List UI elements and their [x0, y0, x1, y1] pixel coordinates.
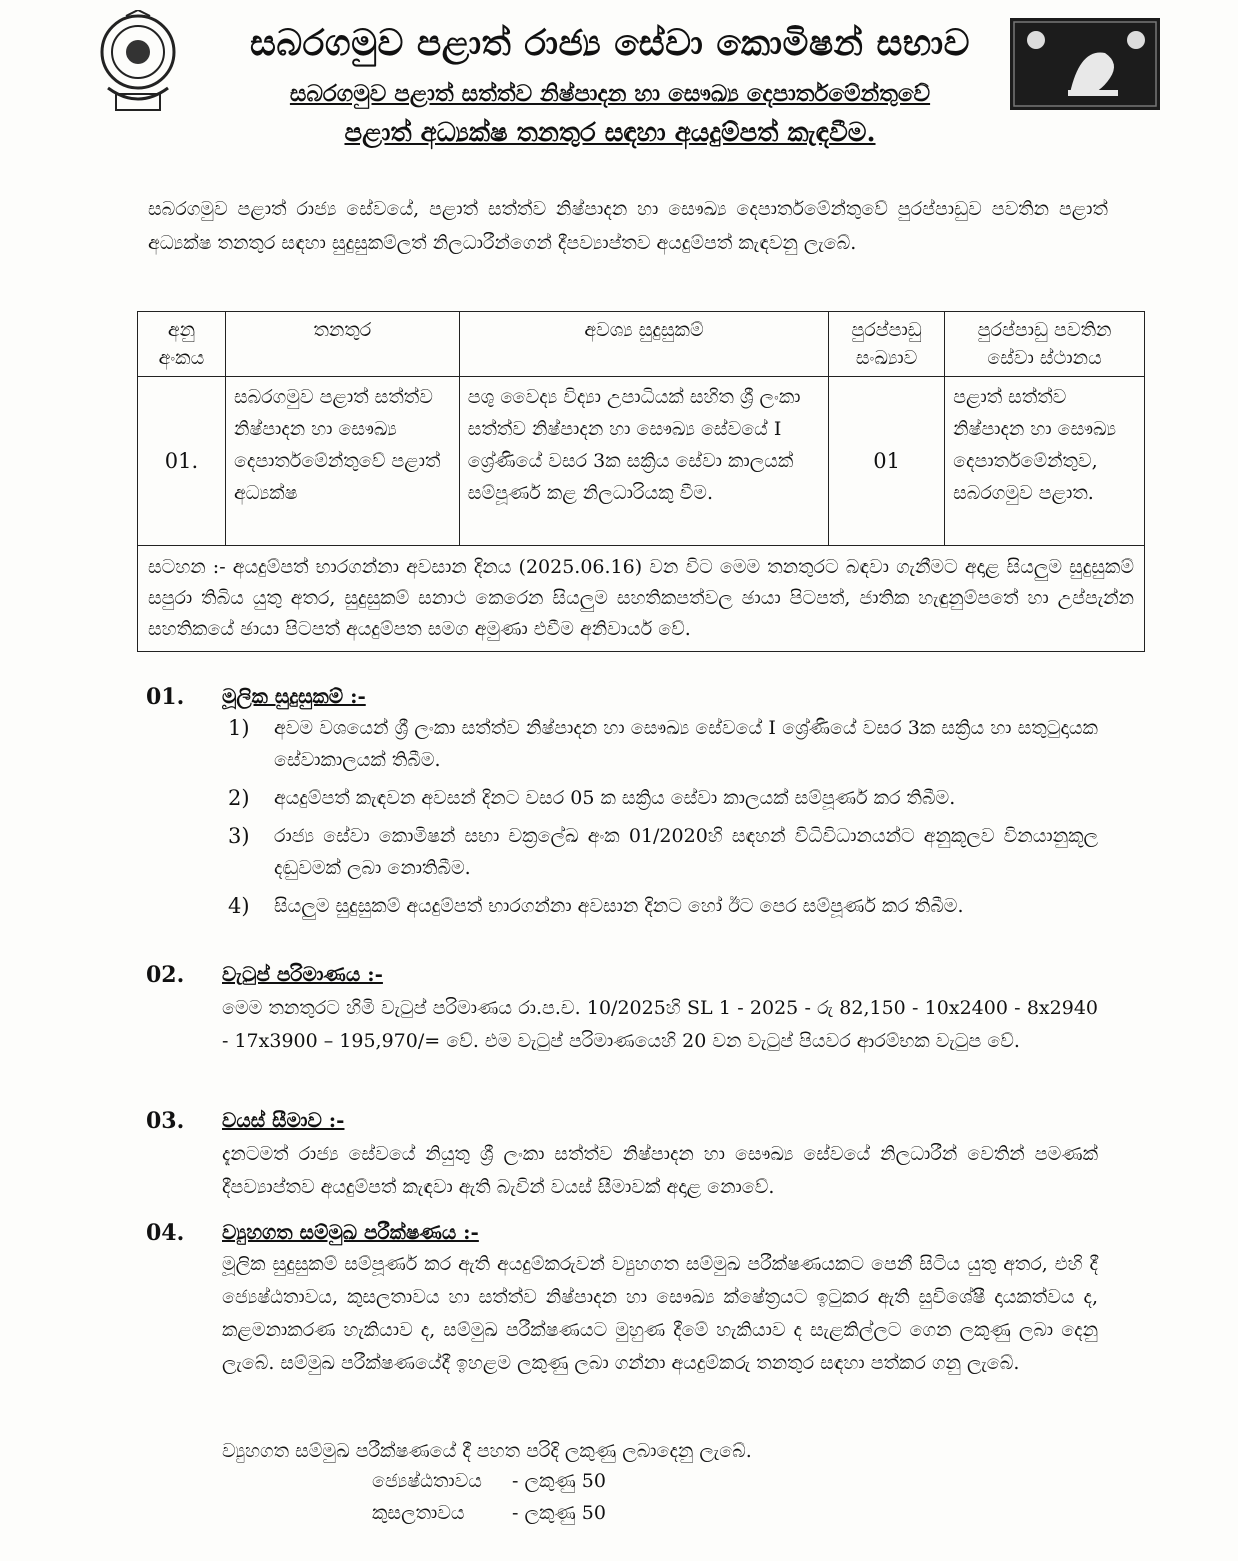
col-header-post: තනතුර [225, 312, 459, 377]
age-limit-paragraph: දැනටමත් රාජ්‍ය සේවයේ නියුතු ශ්‍රී ලංකා සත්ත්ව නිෂ්පාදන හා සෞඛ්‍ය සේවයේ නිලධාරීන් වෙතින් පමණක් දීපව්‍යාප්තව අයදුම්පත් කැඳවා ඇති බැවින් වයස් සීමාවක් අදාළ නොවේ. [222, 1143, 1098, 1198]
list-item-text: සියලුම සුදුසුකම් අයදුම්පත් භාරගන්නා අවසාන දිනට හෝ ඊට පෙර සම්පූර්ණ කර තිබීම. [274, 895, 964, 917]
col-header-station: පුරප්පාඩු පවතින සේවා ස්ථානය [945, 312, 1145, 377]
col-header-serial: අනු අංකය [138, 312, 226, 377]
list-item-text: අයදුම්පත් කැඳවන අවසන් දිනට වසර 05 ක සක්‍රිය සේවා කාලයක් සම්පූර්ණ කර තිබීම. [274, 787, 956, 809]
table-header-row [138, 312, 1145, 377]
section-2-title: වැටුප් පරිමාණය :- [222, 962, 383, 986]
interview-paragraph: මූලික සුදුසුකම් සම්පූර්ණ කර ඇති අයදුම්කරුවන් ව්‍යුහගත සම්මුඛ පරීක්ෂණයකට පෙනී සිටිය යුතු අතර, එහි දී ජ්‍යෙෂ්ඨතාවය, කුසලතාවය හා සත්ත්ව නිෂ්පාදන හා සෞඛ්‍ය ක්ෂේත්‍රයට ඉටුකර ඇති සුවිශේෂී දායකත්වය ද, කළමනාකරණ හැකියාව ද, සම්මුඛ පරීක්ෂණයට මුහුණ දීමේ හැකියාව ද සැළකිල්ලට ගෙන ලකුණු ලබා දෙනු ලැබේ. සම්මුඛ පරීක්ෂණයේදී ඉහළම ලකුණු ලබා ගන්නා අයදුම්කරු තනතුර සඳහා පත්කර ගනු ලැබේ. [222, 1253, 1098, 1374]
list-item [228, 712, 1098, 776]
list-item-number: 2) [228, 786, 250, 810]
list-item-text: රාජ්‍ය සේවා කොමිෂන් සභා චක්‍රලේඛ අංක 01/2020හි සඳහන් විධිවිධානයන්ට අනුකූලව විනයානුකූල දඬුවමක් ලබා නොතිබීම. [274, 825, 1098, 879]
cell-serial: 01. [138, 377, 226, 546]
salary-scale-paragraph: මෙම තනතුරට හිමි වැටුප් පරිමාණය රා.ප.ච. 10/2025හි SL 1 - 2025 - රු 82,150 - 10x2400 - 8x2940 - 17x3900 – 195,970/= වේ. එම වැටුප් පරිමාණයෙහි 20 වන වැටුප් පියවර ආරම්භක වැටුප වේ. [222, 997, 1098, 1052]
section-3-number: 03. [146, 1108, 185, 1134]
section-4-number: 04. [146, 1220, 185, 1246]
cell-post: සබරගමුව පළාත් සත්ත්ව නිෂ්පාදන හා සෞඛ්‍ය දෙපාර්තමේන්තුවේ පළාත් අධ්‍යක්ෂ [225, 377, 459, 546]
list-item-text: අවම වශයෙන් ශ්‍රී ලංකා සත්ත්ව නිෂ්පාදන හා සෞඛ්‍ය සේවයේ I ශ්‍රේණියේ වසර 3ක සක්‍රිය හා සතුටුදායක සේවාකාලයක් තිබීම. [274, 717, 1098, 771]
list-item-number: 4) [228, 894, 250, 918]
section-1-number: 01. [146, 684, 185, 710]
marks-row [372, 1502, 606, 1524]
marks-value: - ලකුණු 50 [512, 1502, 606, 1524]
section-1-title: මූලික සුදුසුකම් :- [222, 684, 366, 708]
commission-title: සබරගමුව පළාත් රාජ්‍ය සේවා කොමිෂන් සභාව [250, 22, 970, 64]
list-item-number: 1) [228, 716, 250, 740]
government-emblem-icon [96, 10, 180, 122]
list-item [228, 820, 1098, 884]
vacancy-table [137, 311, 1145, 652]
list-item-number: 3) [228, 824, 250, 848]
section-2-number: 02. [146, 962, 185, 988]
intro-paragraph: සබරගමුව පළාත් රාජ්‍ය සේවයේ, පළාත් සත්ත්ව නිෂ්පාදන හා සෞඛ්‍ය දෙපාර්තමේන්තුවේ පුරප්පාඩුව පවතින පළාත් අධ්‍යක්ෂ තනතුර සඳහා සුදුසුකම්ලත් නිලධාරීන්ගෙන් දීපව්‍යාප්තව අයදුම්පත් කැඳවනු ලැබේ. [148, 198, 1108, 254]
section-3-title: වයස් සීමාව :- [222, 1108, 345, 1132]
marks-value: - ලකුණු 50 [512, 1470, 606, 1492]
table-row [138, 377, 1145, 546]
list-item [228, 890, 1098, 922]
marks-label: ජ්‍යෙෂ්ඨතාවය [372, 1470, 482, 1492]
department-line: සබරගමුව පළාත් සත්ත්ව නිෂ්පාදන හා සෞඛ්‍ය දෙපාර්තමේන්තුවේ [289, 80, 931, 107]
table-note-row [138, 546, 1145, 652]
marks-label: කුසලතාවය [372, 1502, 465, 1524]
basic-qualifications-list [228, 712, 1098, 928]
col-header-vacancies: පුරප්පාඩු සංඛ්‍යාව [829, 312, 945, 377]
col-header-qualification: අවශ්‍ය සුදුසුකම් [459, 312, 828, 377]
marks-intro: ව්‍යුහගත සම්මුඛ පරීක්ෂණයේ දී පහත පරිදි ලකුණු ලබාදෙනු ලැබේ. [222, 1440, 752, 1462]
section-4-title: ව්‍යුහගත සම්මුඛ පරීක්ෂණය :- [222, 1220, 479, 1244]
cell-station: පළාත් සත්ත්ව නිෂ්පාදන හා සෞඛ්‍ය දෙපාර්තමේන්තුව, සබරගමුව පළාත. [945, 377, 1145, 546]
cell-vacancies: 01 [829, 377, 945, 546]
marks-row [372, 1470, 606, 1492]
marks-list [222, 1470, 822, 1550]
cell-qualification: පශු වෛද්‍ය විද්‍යා උපාධියක් සහිත ශ්‍රී ලංකා සත්ත්ව නිෂ්පාදන හා සෞඛ්‍ය සේවයේ I ශ්‍රේණියේ වසර 3ක සක්‍රිය සේවා කාලයක් සම්පූර්ණ කළ නිලධාරියකු වීම. [459, 377, 828, 546]
list-item [228, 782, 1098, 814]
table-note: සටහන :- අයදුම්පත් භාරගන්නා අවසාන දිනය (2025.06.16) වන විට මෙම තනතුරට බඳවා ගැනීමට අදාළ සියලුම සුදුසුකම් සපුරා තිබිය යුතු අතර, සුදුසුකම් සනාථ කෙරෙන සියලුම සහතිකපත්වල ඡායා පිටපත්, ජාතික හැඳුනුම්පතේ හා උප්පැන්න සහතිකයේ ඡායා පිටපත් අයදුම්පත සමග අමුණා එවීම අනිවාර්ය වේ. [138, 546, 1145, 652]
notice-subject: පළාත් අධ්‍යක්ෂ තනතුර සඳහා අයදුම්පත් කැඳවීම. [344, 118, 876, 148]
